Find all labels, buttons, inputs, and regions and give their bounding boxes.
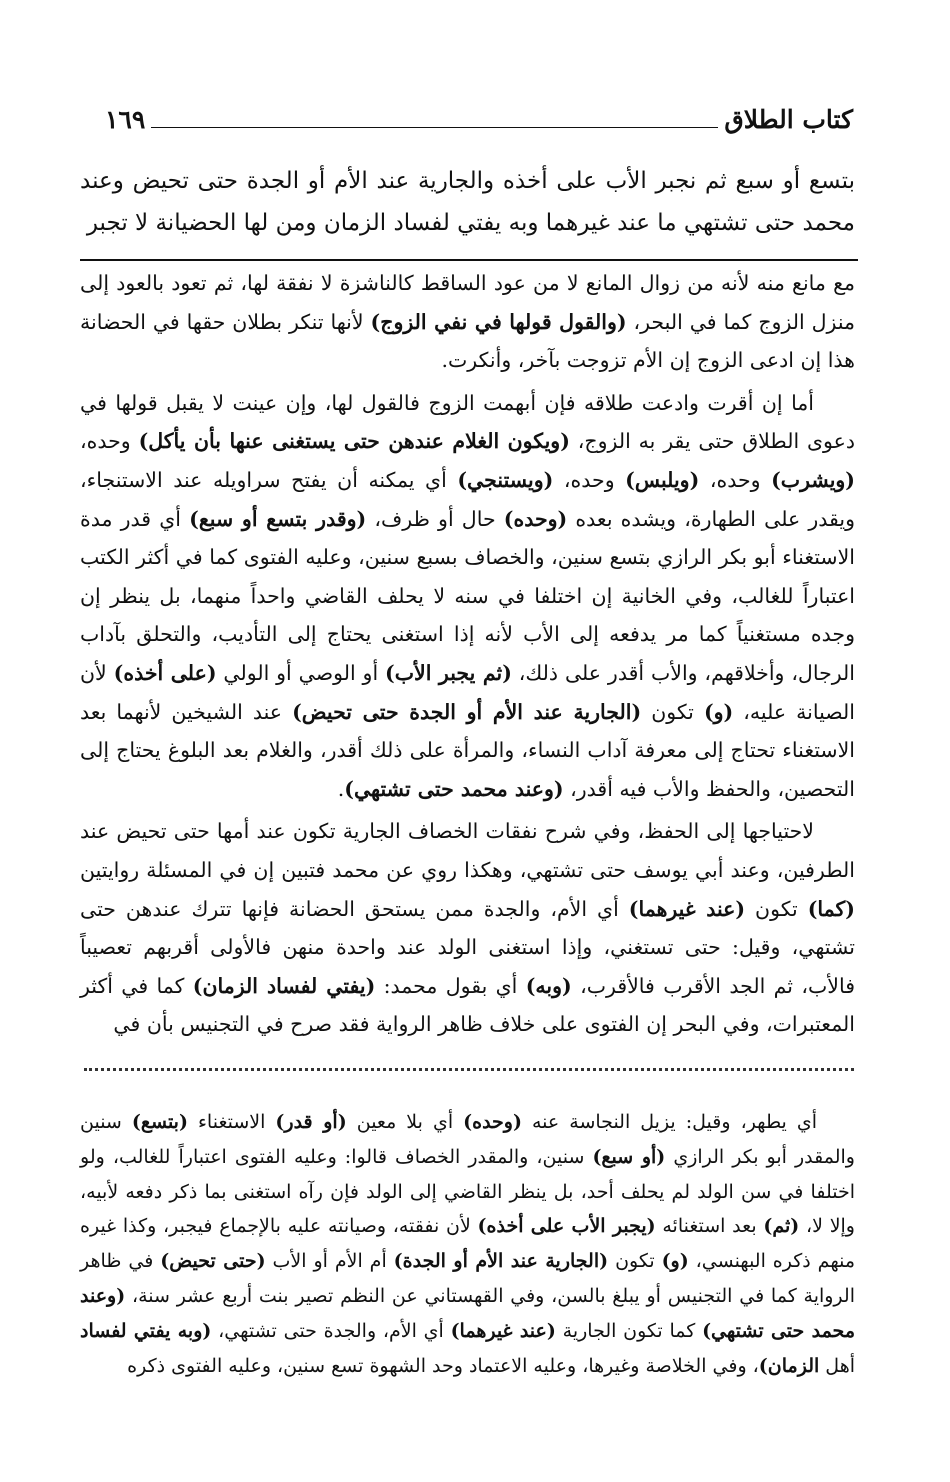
quoted-matn: (و) xyxy=(661,1250,689,1273)
quoted-matn: (أو سبع) xyxy=(592,1145,666,1168)
footnote-text: ، وفي الخلاصة وغيرها، وعليه الاعتماد وحد الشهوة تسع سنين، وعليه الفتوى ذكره xyxy=(127,1354,759,1377)
quoted-matn: (والقول قولها في نفي الزوج) xyxy=(370,309,627,334)
quoted-matn: (الجارية عند الأم أو الجدة) xyxy=(393,1250,609,1273)
commentary-paragraph xyxy=(80,812,855,1044)
quoted-matn: (وبه يفتي لفساد xyxy=(80,1319,212,1342)
quoted-matn: (كما) xyxy=(807,896,855,921)
main-text xyxy=(80,160,855,244)
commentary-text: أي يمكنه أن يفتح سراويله عند الاستنجاء، ويقدر على الطهارة، ويشده بعده xyxy=(80,467,856,531)
footnote-text: بعد استغنائه xyxy=(655,1215,764,1238)
quoted-matn: (وقدر بتسع أو سبع) xyxy=(189,506,367,531)
quoted-matn: (ويكون الغلام عندهن حتى يستغنى عنها بأن يأكل) xyxy=(138,429,570,454)
chapter-title: كتاب الطلاق xyxy=(724,105,853,134)
footnote-text: في ظاهر الرواية كما في التجنيس أو يبلغ بالسن، وفي القهستاني عن النظم تصير بنت أربع عشر سنة، xyxy=(80,1250,855,1307)
quoted-matn: (وعند محمد حتى تشتهي) xyxy=(344,776,564,801)
quoted-matn: (ويلبس) xyxy=(625,467,700,492)
footnote-text: تكون xyxy=(608,1250,662,1273)
commentary-text: وحده، xyxy=(553,467,626,492)
commentary-text: عند الشيخين لأنهما بعد الاستغناء تحتاج إلى معرفة آداب النساء، والمرأة على ذلك أقدر، والغلام بعد البلوغ يحتاج إلى التحصين، والحفظ والأب فيه أقدر، xyxy=(80,699,855,801)
quoted-matn: (وحده) xyxy=(463,1111,522,1133)
commentary-text: مع مانع منه لأنه من زوال المانع لا من عود الساقط كالناشزة لا نفقة لها، ثم تعود بالعود إلى منزل الزوج كما في البحر، xyxy=(80,271,856,334)
footnote-text: الاستغناء xyxy=(187,1111,276,1133)
footnote-text: سنين والمقدر أبو بكر الرازي xyxy=(80,1111,855,1168)
commentary-text: أي الأم، والجدة ممن يستحق الحضانة فإنها تترك عندهن حتى تشتهي، وقيل: حتى تستغني، وإذا استغنى الولد عند واحدة منهن فالأولى أقربهم تعصيباً فالأب، ثم الجد الأقرب فالأقرب، xyxy=(80,896,855,998)
commentary-paragraph xyxy=(80,384,855,809)
footnote xyxy=(80,1105,855,1383)
commentary-text: . xyxy=(337,776,345,801)
quoted-matn: (و) xyxy=(703,699,734,724)
footnote-text: أي بلا معين xyxy=(346,1111,464,1133)
quoted-matn: (وبه) xyxy=(525,973,572,998)
quoted-matn: (حتى تحيض) xyxy=(160,1250,266,1273)
commentary-text: وحده، xyxy=(80,429,139,454)
header-rule xyxy=(151,127,718,128)
commentary-text: لاحتياجها إلى الحفظ، وفي شرح نفقات الخصاف الجارية تكون عند أمها حتى تحيض عند الطرفين، وعند أبي يوسف حتى تشتهي، وهكذا روي عن محمد فتبين إن في المسئلة روايتين xyxy=(80,819,855,882)
quoted-matn: (وحده) xyxy=(503,506,568,531)
quoted-matn: (يفتي لفساد الزمان) xyxy=(192,973,376,998)
commentary-text: حال أو ظرف، xyxy=(366,506,504,531)
footnote-text: كما تكون الجارية xyxy=(555,1319,703,1342)
commentary-text: أي قدر مدة الاستغناء أبو بكر الرازي بتسع سنين، والخصاف بسبع سنين، وعليه الفتوى كما في أكثر الكتب اعتباراً للغالب، وفي الخانية إن اختلفا في سنه لا يحلف القاضي واحداً منهما، بل ينظر إن وجده مستغنياً كما مر يدفعه إلى الأب لأنه إذا استغنى يحتاج إلى التأديب، والتحلق بآداب الرجال، وأخلاقهم، والأب أقدر على ذلك، xyxy=(80,506,856,685)
quoted-matn: (بتسع) xyxy=(131,1111,188,1133)
quoted-matn: (يجبر الأب على أخذه) xyxy=(477,1215,656,1238)
quoted-matn: (عند غيرهما) xyxy=(450,1319,556,1342)
quoted-matn: (أو قدر) xyxy=(275,1111,347,1133)
footnote-paragraph xyxy=(80,1105,855,1383)
commentary xyxy=(80,264,855,1044)
commentary-text: أي بقول محمد: xyxy=(375,973,526,998)
commentary-text: أما إن أقرت وادعت طلاقه فإن أبهمت الزوج فالقول لها، وإن عينت لا يقبل قولها في دعوى الطلاق حتى يقر به الزوج، xyxy=(80,390,855,454)
footnote-text: أهل xyxy=(819,1354,855,1377)
commentary-paragraph xyxy=(80,264,855,380)
main-text-line: محمد حتى تشتهي ما عند غيرهما وبه يفتي لفساد الزمان ومن لها الحضيانة لا تجبر xyxy=(86,210,855,236)
commentary-text: لأنها تنكر بطلان حقها في الحضانة هذا إن ادعى الزوج إن الأم تزوجت بآخر، وأنكرت. xyxy=(80,309,855,373)
footnote-separator xyxy=(84,1068,854,1071)
footnote-text: أي يطهر، وقيل: يزيل النجاسة عنه xyxy=(521,1111,817,1133)
page-number: ١٦٩ xyxy=(105,105,146,134)
main-text-line: بتسع أو سبع ثم نجبر الأب على أخذه والجارية عند الأم أو الجدة حتى تحيض وعند xyxy=(80,168,855,194)
commentary-text: وحده، xyxy=(699,467,772,492)
quoted-matn: (وعند محمد حتى تشتهي) xyxy=(80,1284,855,1342)
page-header xyxy=(105,100,853,134)
quoted-matn: (ثم يجبر الأب) xyxy=(385,660,512,685)
quoted-matn: (ويشرب) xyxy=(771,467,855,492)
commentary-text: تكون xyxy=(745,896,808,921)
footnote-text: سنين، والمقدر الخصاف قالوا: وعليه الفتوى اعتباراً للغالب، ولو اختلفا في سن الولد لم يحلف أحد، بل ينظر القاضي إلى الولد فإن رآه استغنى بما ذكر دفعه لأبيه، وإلا لا، xyxy=(80,1145,855,1238)
footnote-text: أم الأم أو الأب xyxy=(265,1250,394,1273)
quoted-matn: (ثم) xyxy=(763,1215,800,1238)
quoted-matn: (عند غيرهما) xyxy=(628,896,746,921)
quoted-matn: (ويستنجي) xyxy=(457,467,554,492)
footnote-text: أي الأم، والجدة حتى تشتهي، xyxy=(211,1319,451,1342)
quoted-matn: الزمان) xyxy=(758,1354,820,1377)
quoted-matn: (على أخذه) xyxy=(113,660,217,685)
commentary-text: أو الوصي أو الولي xyxy=(216,660,386,685)
commentary-text: تكون xyxy=(641,699,704,724)
commentary-text: لأن الصيانة عليه، xyxy=(80,660,855,724)
main-text-divider xyxy=(80,259,858,261)
quoted-matn: (الجارية عند الأم أو الجدة حتى تحيض) xyxy=(292,699,642,724)
footnote-text: لأن نفقته، وصيانته عليه بالإجماع فيجبر، وكذا غيره منهم ذكره البهنسي، xyxy=(80,1215,856,1273)
commentary-text: كما في أكثر المعتبرات، وفي البحر إن الفتوى على خلاف ظاهر الرواية فقد صرح في التجنيس بأن في xyxy=(80,973,855,1037)
